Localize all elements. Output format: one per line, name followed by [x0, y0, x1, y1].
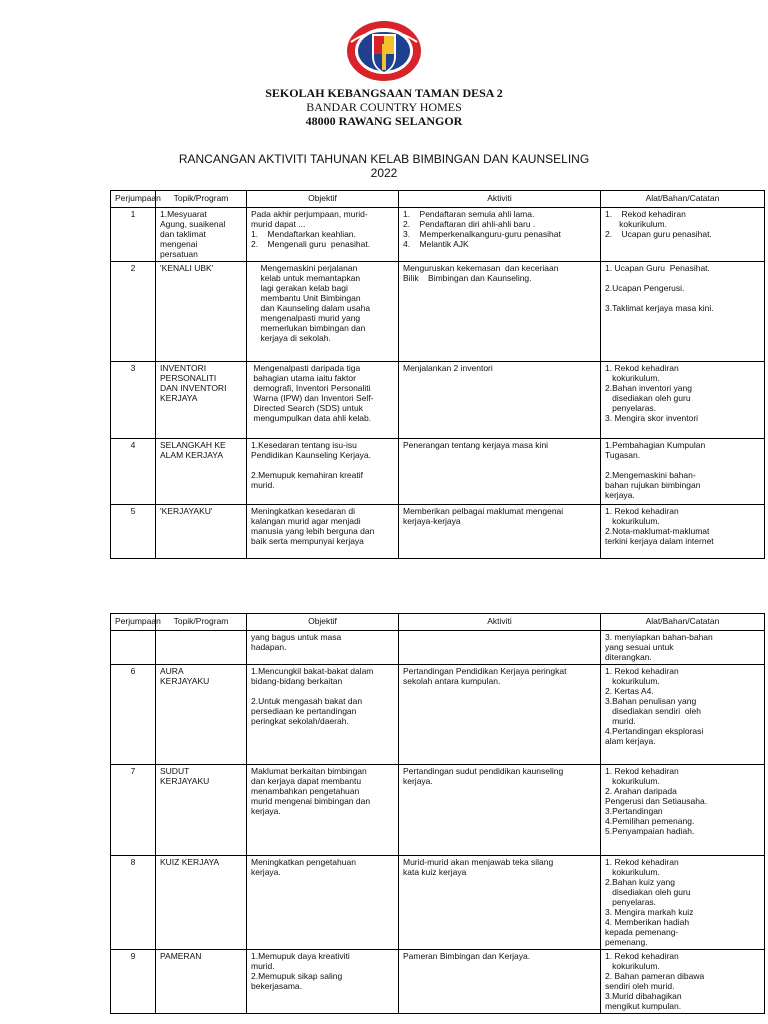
topic-line: KUIZ KERJAYA: [160, 857, 220, 867]
meeting-number: [111, 631, 156, 665]
activity-line: kata kuiz kerjaya: [403, 867, 467, 877]
notes-line: 2. Kertas A4.: [605, 686, 654, 696]
objective-cell: [247, 856, 399, 950]
notes-line: sendiri oleh murid.: [605, 981, 675, 991]
activity-line: kerjaya-kerjaya: [403, 516, 461, 526]
objective-line: membantu Unit Bimbingan: [251, 293, 361, 303]
header-meeting: Perjumpaan: [111, 614, 156, 631]
objective-line: 1. Mendaftarkan keahlian.: [251, 229, 356, 239]
table-row: [111, 362, 765, 439]
objective-cell: [247, 262, 399, 362]
notes-line: bahan rujukan bimbingan: [605, 480, 701, 490]
notes-line: mengikut kumpulan.: [605, 1001, 682, 1011]
objective-line: hadapan.: [251, 642, 287, 652]
activity-line: 4. Melantik AJK: [403, 239, 469, 249]
notes-line: 3. Mengira skor inventori: [605, 413, 699, 423]
objective-line: 2.Memupuk sikap saling: [251, 971, 343, 981]
topic-line: persatuan: [160, 249, 198, 259]
meeting-number: 5: [111, 505, 156, 559]
objective-line: bekerjasama.: [251, 981, 303, 991]
objective-line: [251, 460, 394, 470]
objective-line: murid.: [251, 480, 275, 490]
table-row: [111, 631, 765, 665]
notes-line: 2. Ucapan guru penasihat.: [605, 229, 712, 239]
topic-cell: [156, 262, 247, 362]
activity-line: Bilik Bimbingan dan Kaunseling.: [403, 273, 532, 283]
header-topic: Topik/Program: [156, 614, 247, 631]
topic-cell: [156, 765, 247, 856]
objective-line: mengumpulkan data ahli kelab.: [251, 413, 372, 423]
school-logo: [345, 18, 423, 84]
notes-line: kepada pemenang-: [605, 927, 679, 937]
activity-line: Menguruskan kekemasan dan keceriaan: [403, 263, 559, 273]
topic-line: 1.Mesyuarat: [160, 209, 207, 219]
activity-table-page-1: [110, 190, 765, 559]
topic-line: KERJAYA: [160, 393, 198, 403]
notes-line: 1. Ucapan Guru Penasihat.: [605, 263, 710, 273]
objective-line: bahagian utama iaitu faktor: [251, 373, 356, 383]
document-title: RANCANGAN AKTIVITI TAHUNAN KELAB BIMBINGAN DAN KAUNSELING: [178, 152, 590, 166]
notes-line: disediakan oleh guru: [605, 887, 691, 897]
notes-line: kokurikulum.: [605, 867, 660, 877]
topic-cell: [156, 208, 247, 262]
meeting-number: 7: [111, 765, 156, 856]
notes-cell: [601, 665, 765, 765]
topic-line: 'KERJAYAKU': [160, 506, 213, 516]
objective-line: Warna (IPW) dan Inventori Self-: [251, 393, 374, 403]
header-activity: Aktiviti: [399, 614, 601, 631]
notes-line: 3. menyiapkan bahan-bahan: [605, 632, 713, 642]
notes-line: 2.Bahan inventori yang: [605, 383, 692, 393]
notes-line: disediakan sendiri oleh: [605, 706, 701, 716]
notes-line: 1. Rekod kehadiran: [605, 951, 679, 961]
objective-line: kerjaya.: [251, 806, 281, 816]
notes-line: diterangkan.: [605, 652, 652, 662]
notes-line: Tugasan.: [605, 450, 641, 460]
table-header-row: [111, 191, 765, 208]
activity-cell: [399, 765, 601, 856]
notes-line: 1. Rekod kehadiran: [605, 666, 679, 676]
meeting-number: 9: [111, 950, 156, 1014]
notes-line: murid.: [605, 716, 636, 726]
notes-line: alam kerjaya.: [605, 736, 656, 746]
notes-line: kerjaya.: [605, 490, 635, 500]
activity-line: Murid-murid akan menjawab teka silang: [403, 857, 554, 867]
notes-line: kokurikulum.: [605, 776, 660, 786]
table-row: [111, 665, 765, 765]
topic-line: SELANGKAH KE: [160, 440, 226, 450]
notes-line: 1. Rekod kehadiran: [605, 363, 679, 373]
activity-cell: [399, 362, 601, 439]
activity-line: Pertandingan sudut pendidikan kaunseling: [403, 766, 564, 776]
header-notes: Alat/Bahan/Catatan: [601, 191, 765, 208]
objective-line: manusia yang lebih berguna dan: [251, 526, 375, 536]
objective-cell: [247, 765, 399, 856]
topic-cell: [156, 856, 247, 950]
objective-line: kelab untuk memantapkan: [251, 273, 361, 283]
meeting-number: 2: [111, 262, 156, 362]
notes-line: 1. Rekod kehadiran: [605, 209, 686, 219]
topic-cell: [156, 631, 247, 665]
topic-cell: [156, 505, 247, 559]
notes-line: yang sesuai untuk: [605, 642, 674, 652]
document-year: 2022: [370, 166, 398, 180]
objective-line: kerjaya.: [251, 867, 281, 877]
activity-line: sekolah antara kumpulan.: [403, 676, 501, 686]
topic-line: PERSONALITI: [160, 373, 217, 383]
activity-line: Pameran Bimbingan dan Kerjaya.: [403, 951, 531, 961]
objective-line: dan kerjaya dapat membantu: [251, 776, 362, 786]
notes-line: 5.Penyampaian hadiah.: [605, 826, 695, 836]
notes-line: kokurikulum.: [605, 961, 660, 971]
topic-cell: [156, 950, 247, 1014]
notes-line: 2. Arahan daripada: [605, 786, 677, 796]
objective-line: bidang-bidang berkaitan: [251, 676, 343, 686]
objective-line: baik serta mempunyai kerjaya: [251, 536, 364, 546]
topic-line: INVENTORI: [160, 363, 207, 373]
notes-line: 4.Pemilihan pemenang.: [605, 816, 695, 826]
objective-line: Mengemaskini perjalanan: [251, 263, 358, 273]
objective-line: murid dapat ...: [251, 219, 306, 229]
topic-line: KERJAYAKU: [160, 676, 210, 686]
notes-line: 1.Pembahagian Kumpulan: [605, 440, 706, 450]
notes-cell: [601, 856, 765, 950]
table-row: [111, 439, 765, 505]
objective-line: menambahkan pengetahuan: [251, 786, 360, 796]
table-row: [111, 262, 765, 362]
notes-line: 3.Murid dibahagikan: [605, 991, 682, 1001]
school-area: BANDAR COUNTRY HOMES: [306, 100, 462, 114]
meeting-number: 3: [111, 362, 156, 439]
objective-line: 2.Untuk mengasah bakat dan: [251, 696, 363, 706]
topic-cell: [156, 439, 247, 505]
notes-line: 3.Bahan penulisan yang: [605, 696, 697, 706]
activity-cell: [399, 439, 601, 505]
objective-line: 2.Memupuk kemahiran kreatif: [251, 470, 363, 480]
activity-line: Menjalankan 2 inventori: [403, 363, 493, 373]
objective-line: kalangan murid agar menjadi: [251, 516, 361, 526]
topic-cell: [156, 362, 247, 439]
activity-table-page-2: [110, 613, 765, 1014]
notes-line: kokurikulum.: [605, 676, 660, 686]
notes-line: 3. Mengira markah kuiz: [605, 907, 694, 917]
table-row: [111, 856, 765, 950]
notes-line: 3.Taklimat kerjaya masa kini.: [605, 303, 714, 313]
table-row: [111, 505, 765, 559]
notes-line: 4.Pertandingan eksplorasi: [605, 726, 704, 736]
objective-line: demografi, Inventori Personaliti: [251, 383, 371, 393]
notes-line: 1. Rekod kehadiran: [605, 766, 679, 776]
objective-cell: [247, 208, 399, 262]
objective-line: lagi gerakan kelab bagi: [251, 283, 348, 293]
objective-cell: [247, 665, 399, 765]
school-header: [0, 86, 768, 128]
header-objective: Objektif: [247, 191, 399, 208]
header-activity: Aktiviti: [399, 191, 601, 208]
topic-line: KERJAYAKU: [160, 776, 210, 786]
notes-cell: [601, 950, 765, 1014]
topic-line: 'KENALI UBK': [160, 263, 214, 273]
topic-line: Agung, suaikenal: [160, 219, 226, 229]
objective-line: 1.Mencungkil bakat-bakat dalam: [251, 666, 374, 676]
objective-line: murid.: [251, 961, 275, 971]
topic-line: SUDUT: [160, 766, 190, 776]
notes-line: Pengerusi dan Setiausaha.: [605, 796, 708, 806]
objective-cell: [247, 362, 399, 439]
activity-cell: [399, 950, 601, 1014]
objective-line: Pada akhir perjumpaan, murid-: [251, 209, 368, 219]
objective-line: 2. Mengenali guru penasihat.: [251, 239, 371, 249]
topic-cell: [156, 665, 247, 765]
activity-line: 3. Memperkenalkanguru-guru penasihat: [403, 229, 561, 239]
notes-line: [605, 293, 760, 303]
topic-line: DAN INVENTORI: [160, 383, 227, 393]
notes-line: pemenang.: [605, 937, 648, 947]
school-postcode: 48000 RAWANG SELANGOR: [305, 114, 463, 128]
notes-line: 4. Memberikan hadiah: [605, 917, 690, 927]
objective-line: Meningkatkan kesedaran di: [251, 506, 355, 516]
notes-cell: [601, 439, 765, 505]
topic-line: PAMERAN: [160, 951, 202, 961]
header-notes: Alat/Bahan/Catatan: [601, 614, 765, 631]
notes-line: terkini kerjaya dalam internet: [605, 536, 714, 546]
activity-cell: [399, 505, 601, 559]
notes-line: 1. Rekod kehadiran: [605, 857, 679, 867]
topic-line: mengenai: [160, 239, 198, 249]
table-row: [111, 765, 765, 856]
activity-cell: [399, 208, 601, 262]
notes-cell: [601, 505, 765, 559]
objective-line: mengenalpasti murid yang: [251, 313, 361, 323]
notes-line: 2. Bahan pameran dibawa: [605, 971, 705, 981]
document-title-block: [0, 152, 768, 180]
activity-line: Memberikan pelbagai maklumat mengenai: [403, 506, 564, 516]
topic-line: AURA: [160, 666, 184, 676]
meeting-number: 8: [111, 856, 156, 950]
notes-line: kokurikulum.: [605, 516, 660, 526]
objective-line: peringkat sekolah/daerah.: [251, 716, 349, 726]
table-row: [111, 950, 765, 1014]
meeting-number: 4: [111, 439, 156, 505]
school-name: SEKOLAH KEBANGSAAN TAMAN DESA 2: [265, 86, 503, 100]
objective-line: kerjaya di sekolah.: [251, 333, 331, 343]
objective-line: dan Kaunseling dalam usaha: [251, 303, 371, 313]
notes-line: 2.Mengemaskini bahan-: [605, 470, 696, 480]
notes-line: kokurikulum.: [605, 219, 667, 229]
objective-line: Directed Search (SDS) untuk: [251, 403, 363, 413]
notes-line: 3.Pertandingan: [605, 806, 663, 816]
notes-line: [605, 460, 760, 470]
notes-line: disediakan oleh guru: [605, 393, 691, 403]
objective-line: Pendidikan Kaunseling Kerjaya.: [251, 450, 372, 460]
activity-cell: [399, 262, 601, 362]
activity-line: Pertandingan Pendidikan Kerjaya peringkat: [403, 666, 567, 676]
topic-line: ALAM KERJAYA: [160, 450, 223, 460]
objective-line: memerlukan bimbingan dan: [251, 323, 366, 333]
activity-cell: [399, 856, 601, 950]
notes-line: 2.Ucapan Pengerusi.: [605, 283, 685, 293]
objective-line: yang bagus untuk masa: [251, 632, 342, 642]
notes-cell: [601, 765, 765, 856]
objective-cell: [247, 439, 399, 505]
header-objective: Objektif: [247, 614, 399, 631]
objective-cell: [247, 505, 399, 559]
notes-line: 1. Rekod kehadiran: [605, 506, 679, 516]
objective-cell: [247, 950, 399, 1014]
activity-line: Penerangan tentang kerjaya masa kini: [403, 440, 549, 450]
notes-cell: [601, 362, 765, 439]
activity-cell: [399, 665, 601, 765]
activity-line: kerjaya.: [403, 776, 433, 786]
objective-line: persediaan ke pertandingan: [251, 706, 357, 716]
activity-line: 1. Pendaftaran semula ahli lama.: [403, 209, 535, 219]
meeting-number: 1: [111, 208, 156, 262]
notes-line: penyelaras.: [605, 897, 657, 907]
table-header-row: [111, 614, 765, 631]
notes-cell: [601, 208, 765, 262]
notes-line: 2.Bahan kuiz yang: [605, 877, 675, 887]
objective-line: [251, 686, 394, 696]
objective-line: Meningkatkan pengetahuan: [251, 857, 356, 867]
activity-cell: [399, 631, 601, 665]
notes-line: kokurikulum.: [605, 373, 660, 383]
header-meeting: Perjumpaan: [111, 191, 156, 208]
objective-cell: [247, 631, 399, 665]
objective-line: murid mengenai bimbingan dan: [251, 796, 371, 806]
topic-line: dan taklimat: [160, 229, 206, 239]
activity-line: 2. Pendaftaran diri ahli-ahli baru .: [403, 219, 536, 229]
objective-line: 1.Kesedaran tentang isu-isu: [251, 440, 357, 450]
objective-line: Maklumat berkaitan bimbingan: [251, 766, 367, 776]
notes-line: [605, 273, 760, 283]
notes-cell: [601, 262, 765, 362]
objective-line: Mengenalpasti daripada tiga: [251, 363, 361, 373]
notes-line: 2.Nota-maklumat-maklumat: [605, 526, 710, 536]
notes-cell: [601, 631, 765, 665]
notes-line: penyelaras.: [605, 403, 657, 413]
objective-line: 1.Memupuk daya kreativiti: [251, 951, 350, 961]
header-topic: Topik/Program: [156, 191, 247, 208]
table-row: [111, 208, 765, 262]
meeting-number: 6: [111, 665, 156, 765]
